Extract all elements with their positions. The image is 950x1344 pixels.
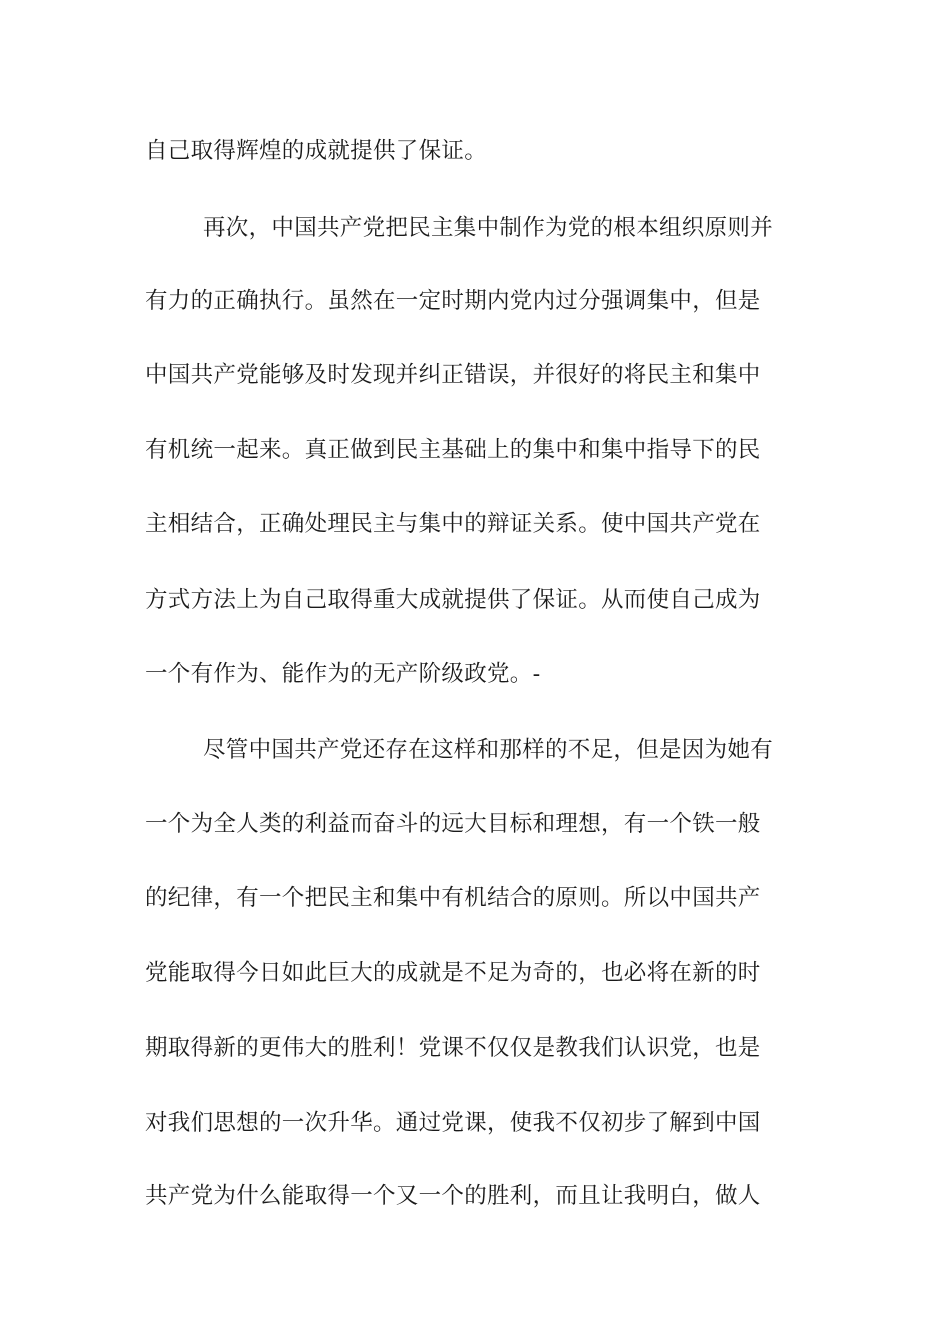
text-line: 对我们思想的一次升华。通过党课，使我不仅初步了解到中国 <box>145 1110 761 1136</box>
text-line: 一个有作为、能作为的无产阶级政党。- <box>145 661 541 687</box>
paragraph-start-line: 尽管中国共产党还存在这样和那样的不足，但是因为她有 <box>203 737 774 763</box>
text-line: 一个为全人类的利益而奋斗的远大目标和理想，有一个铁一般 <box>145 811 761 837</box>
text-line: 自己取得辉煌的成就提供了保证。 <box>145 138 488 164</box>
text-line: 共产党为什么能取得一个又一个的胜利，而且让我明白，做人 <box>145 1183 761 1209</box>
text-line: 中国共产党能够及时发现并纠正错误，并很好的将民主和集中 <box>145 362 761 388</box>
text-line: 有力的正确执行。虽然在一定时期内党内过分强调集中，但是 <box>145 288 761 314</box>
text-line: 有机统一起来。真正做到民主基础上的集中和集中指导下的民 <box>145 437 761 463</box>
text-line: 主相结合，正确处理民主与集中的辩证关系。使中国共产党在 <box>145 511 761 537</box>
paragraph-start-line: 再次，中国共产党把民主集中制作为党的根本组织原则并 <box>203 215 774 241</box>
text-line: 党能取得今日如此巨大的成就是不足为奇的，也必将在新的时 <box>145 960 761 986</box>
text-line: 期取得新的更伟大的胜利！党课不仅仅是教我们认识党，也是 <box>145 1035 761 1061</box>
text-line: 方式方法上为自己取得重大成就提供了保证。从而使自己成为 <box>145 587 761 613</box>
text-line: 的纪律，有一个把民主和集中有机结合的原则。所以中国共产 <box>145 885 761 911</box>
